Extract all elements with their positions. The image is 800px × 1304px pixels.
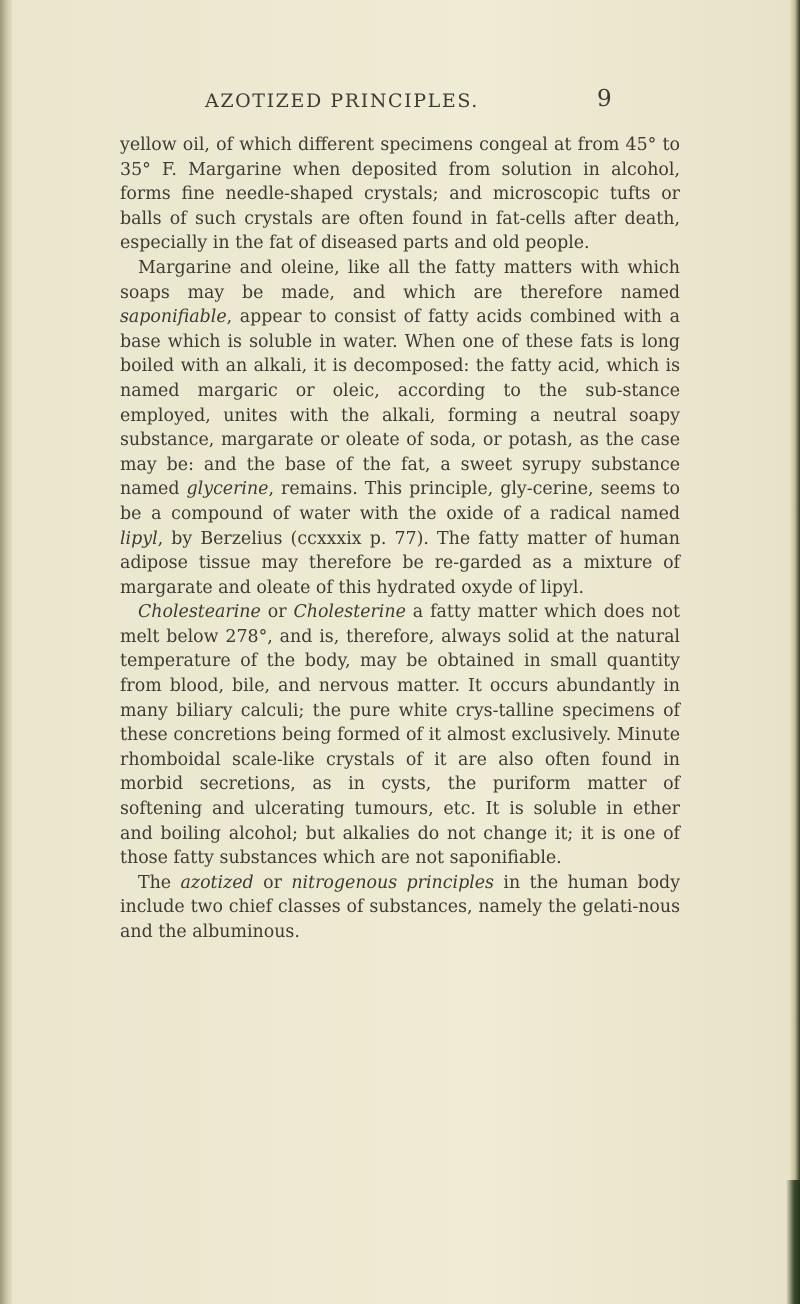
term-nitrogenous-principles: nitrogenous principles (291, 872, 494, 893)
page-edge-shadow (786, 1180, 800, 1304)
binding-gutter (0, 0, 12, 1304)
paragraph-3: Cholestearine or Cholesterine a fatty matter which does not melt below 278°, and is, therefore, always solid at the natural temperature of the body, may be obtained in small quantity from blood, bile, and nervous matter. It occurs abundantly in many biliary calculi; the pure white crys-talline specimens of these concretions being formed of it almost exclusively. Minute rhomboidal scale-like crystals of it are also often found in morbid secretions, as in cysts, the puriform matter of softening and ulcerating tumours, etc. It is soluble in ether and boiling alcohol; but alkalies do not change it; it is one of those fatty substances which are not saponifiable. (120, 602, 680, 869)
running-title: AZOTIZED PRINCIPLES. (205, 90, 479, 112)
term-glycerine: glycerine (186, 479, 269, 500)
term-lipyl: lipyl (120, 528, 158, 549)
paragraph-1: yellow oil, of which different specimens congeal at from 45° to 35° F. Margarine when deposited from solution in alcohol, forms fine needle-shaped crystals; and microscopic tufts or balls of such crystals are often found in fat-cells after death, especially in the fat of diseased parts and old people. (120, 135, 680, 254)
term-saponifiable: saponifiable (120, 307, 227, 328)
body-text (120, 133, 680, 945)
page-number: 9 (597, 86, 612, 112)
term-cholestearine: Cholestearine (138, 602, 261, 623)
paragraph-4: The azotized or nitrogenous principles in the human body include two chief classes of substances, namely the gelati-nous and the albuminous. (120, 872, 681, 942)
page-edge (790, 0, 800, 1304)
paragraph-2: Margarine and oleine, like all the fatty matters with which soaps may be made, and which are therefore named saponifiable, appear to consist of fatty acids combined with a base which is soluble in water. When one of these fats is long boiled with an alkali, it is decomposed: the fatty acid, which is named margaric or oleic, according to the sub-stance employed, unites with the alkali, forming a neutral soapy substance, margarate or oleate of soda, or potash, as the case may be: and the base of the fat, a sweet syrupy substance named glycerine, remains. This principle, gly-cerine, seems to be a compound of water with the oxide of a radical named lipyl, by Berzelius (ccxxxix p. 77). The fatty matter of human adipose tissue may therefore be re-garded as a mixture of margarate and oleate of this hydrated oxyde of lipyl. (120, 257, 681, 598)
running-head (205, 90, 620, 112)
term-cholesterine: Cholesterine (293, 602, 406, 623)
term-azotized: azotized (180, 872, 254, 893)
